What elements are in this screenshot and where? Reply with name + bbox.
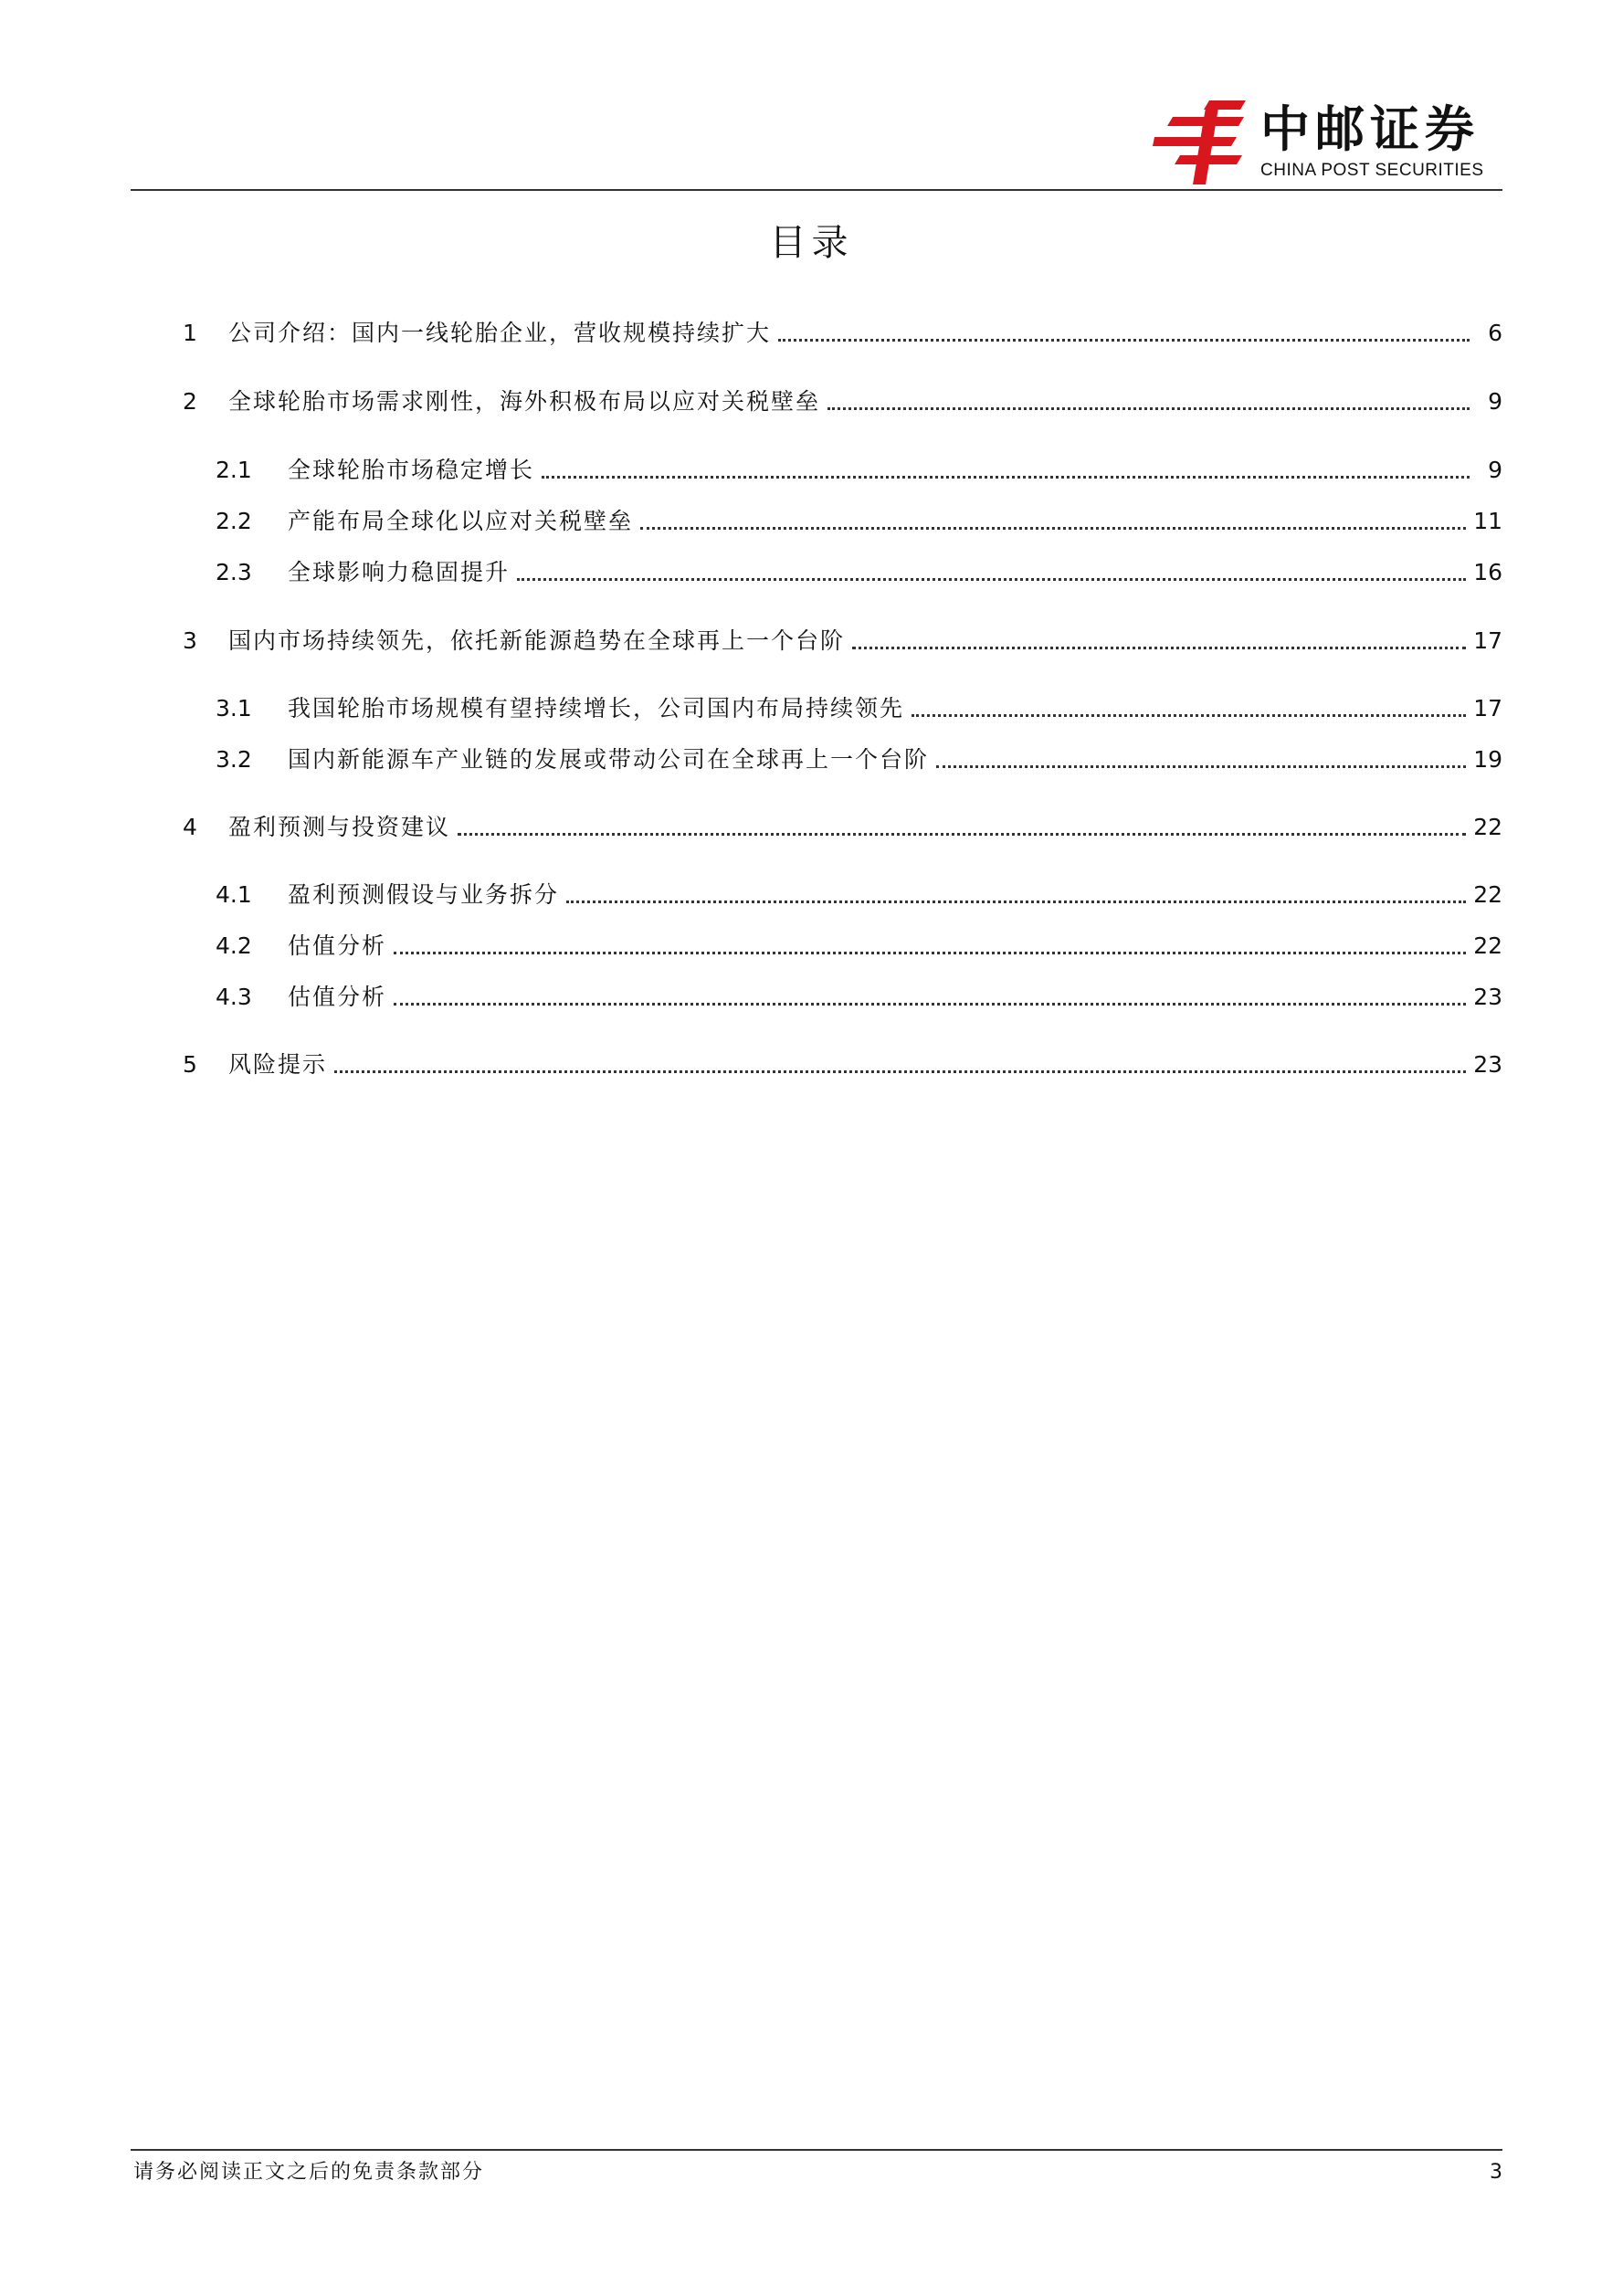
toc-leader-dots (778, 339, 1470, 342)
toc-entry[interactable] (216, 737, 1502, 774)
toc-entry-title: 公司介绍：国内一线轮胎企业，营收规模持续扩大 (228, 320, 772, 346)
toc-entry-title: 国内市场持续领先，依托新能源趋势在全球再上一个台阶 (228, 627, 846, 654)
toc-entry[interactable] (183, 311, 1502, 347)
toc-entry-page: 23 (1473, 984, 1502, 1010)
toc-entry-number: 3.1 (216, 695, 252, 721)
toc-entry-page: 17 (1473, 627, 1502, 654)
toc-entry-title: 产能布局全球化以应对关税壁垒 (288, 508, 634, 534)
toc-entry-title: 全球影响力稳固提升 (288, 559, 511, 585)
toc-leader-dots (394, 952, 1466, 954)
page-title: 目录 (769, 222, 854, 264)
toc-entry[interactable] (216, 974, 1502, 1011)
toc-entry-number: 2 (183, 388, 197, 415)
toc-entry-number: 2.2 (216, 508, 252, 534)
brand-name-cn: 中邮证券 (1260, 100, 1480, 158)
toc-entry-number: 2.3 (216, 559, 252, 585)
toc-entry-page: 22 (1473, 814, 1502, 840)
toc-entry[interactable] (183, 805, 1502, 841)
toc-entry[interactable] (183, 379, 1502, 416)
toc-leader-dots (458, 833, 1466, 836)
toc-entry-title: 全球轮胎市场稳定增长 (288, 457, 535, 483)
toc-entry[interactable] (216, 686, 1502, 722)
toc-entry[interactable] (183, 618, 1502, 655)
toc-leader-dots (566, 900, 1466, 903)
toc-entry-page: 22 (1473, 881, 1502, 908)
toc-entry[interactable] (216, 448, 1502, 484)
toc-entry-number: 4.2 (216, 932, 252, 959)
toc-entry-page: 11 (1473, 508, 1502, 534)
toc-entry-page: 6 (1488, 320, 1502, 346)
toc-entry-title: 盈利预测与投资建议 (228, 814, 451, 840)
toc-leader-dots (852, 647, 1466, 649)
toc-leader-dots (912, 714, 1466, 717)
toc-entry-title: 风险提示 (228, 1051, 328, 1078)
page-number: 3 (1490, 2161, 1502, 2184)
toc-entry[interactable] (216, 872, 1502, 909)
toc-entry-number: 2.1 (216, 457, 252, 483)
footer-divider (131, 2149, 1502, 2151)
toc-entry-title: 全球轮胎市场需求刚性，海外积极布局以应对关税壁垒 (228, 388, 821, 415)
toc-entry-page: 9 (1488, 388, 1502, 415)
toc-entry-number: 1 (183, 320, 197, 346)
toc-entry-page: 9 (1488, 457, 1502, 483)
toc-entry-number: 4.3 (216, 984, 252, 1010)
toc-entry[interactable] (216, 499, 1502, 535)
toc-entry-page: 19 (1473, 746, 1502, 773)
disclaimer-note: 请务必阅读正文之后的免责条款部分 (133, 2161, 485, 2184)
toc-entry-title: 估值分析 (288, 984, 387, 1010)
toc-leader-dots (517, 578, 1466, 581)
toc-entry-number: 3.2 (216, 746, 252, 773)
toc-entry-title: 国内新能源车产业链的发展或带动公司在全球再上一个台阶 (288, 746, 930, 773)
toc-entry-page: 22 (1473, 932, 1502, 959)
toc-entry-title: 我国轮胎市场规模有望持续增长，公司国内布局持续领先 (288, 695, 905, 721)
toc-entry-number: 5 (183, 1051, 197, 1078)
toc-entry-number: 4.1 (216, 881, 252, 908)
toc-leader-dots (936, 765, 1466, 768)
toc-entry-page: 23 (1473, 1051, 1502, 1078)
toc-leader-dots (394, 1003, 1466, 1006)
toc-entry[interactable] (216, 550, 1502, 586)
toc-entry-title: 盈利预测假设与业务拆分 (288, 881, 560, 908)
toc-entry-number: 3 (183, 627, 197, 654)
toc-leader-dots (640, 527, 1466, 530)
toc-leader-dots (542, 476, 1470, 479)
toc-leader-dots (334, 1070, 1466, 1073)
brand-name-en: CHINA POST SECURITIES (1260, 161, 1484, 180)
toc-entry[interactable] (183, 1042, 1502, 1079)
toc-leader-dots (827, 407, 1470, 410)
toc-entry-title: 估值分析 (288, 932, 387, 959)
toc-entry[interactable] (216, 923, 1502, 960)
toc-entry-page: 16 (1473, 559, 1502, 585)
toc-entry-page: 17 (1473, 695, 1502, 721)
toc-entry-number: 4 (183, 814, 197, 840)
